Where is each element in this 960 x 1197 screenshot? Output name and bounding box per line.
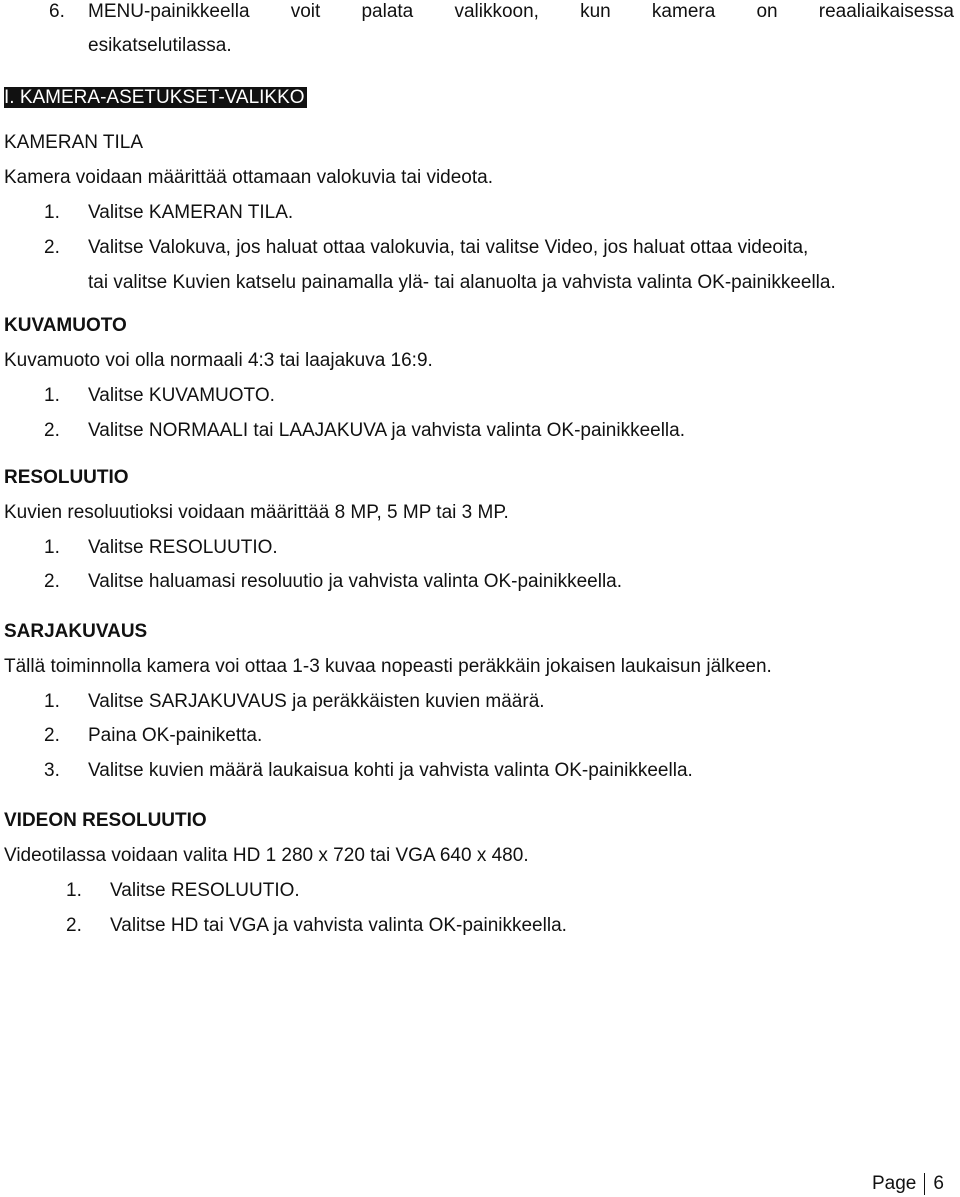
list-number: 2. xyxy=(44,571,60,592)
intro-word: kun xyxy=(580,1,611,22)
page-footer xyxy=(872,1172,944,1196)
intro-word: reaaliaikaisessa xyxy=(818,1,954,22)
list-number: 1. xyxy=(44,202,60,223)
list-item: Valitse RESOLUUTIO. xyxy=(110,880,300,901)
list-number: 1. xyxy=(44,691,60,712)
list-item: Valitse Valokuva, jos haluat ottaa valokuvia, tai valitse Video, jos haluat ottaa videoita, xyxy=(88,237,809,258)
list-number: 1. xyxy=(66,880,82,901)
intro-word: voit xyxy=(290,1,321,22)
page-label: Page xyxy=(872,1173,917,1194)
list-item: Valitse kuvien määrä laukaisua kohti ja vahvista valinta OK-painikkeella. xyxy=(88,760,693,781)
description-resoluutio: Kuvien resoluutioksi voidaan määrittää 8 MP, 5 MP tai 3 MP. xyxy=(4,502,509,523)
list-item: Valitse SARJAKUVAUS ja peräkkäisten kuvien määrä. xyxy=(88,691,545,712)
list-item: Valitse HD tai VGA ja vahvista valinta OK-painikkeella. xyxy=(110,915,567,936)
list-item: Valitse KAMERAN TILA. xyxy=(88,202,294,223)
list-number: 1. xyxy=(44,385,60,406)
description-kuvamuoto: Kuvamuoto voi olla normaali 4:3 tai laajakuva 16:9. xyxy=(4,350,433,371)
heading-kameran-tila: KAMERAN TILA xyxy=(4,132,144,153)
list-item: Paina OK-painiketta. xyxy=(88,725,263,746)
intro-word: valikkoon, xyxy=(454,1,539,22)
page-divider xyxy=(924,1173,925,1195)
description-videon-resoluutio: Videotilassa voidaan valita HD 1 280 x 720 tai VGA 640 x 480. xyxy=(4,845,529,866)
list-item: Valitse haluamasi resoluutio ja vahvista valinta OK-painikkeella. xyxy=(88,571,623,592)
heading-sarjakuvaus: SARJAKUVAUS xyxy=(4,621,148,642)
list-number: 2. xyxy=(44,237,60,258)
list-item: Valitse KUVAMUOTO. xyxy=(88,385,275,406)
section-title-text: I. KAMERA-ASETUKSET-VALIKKO xyxy=(4,87,305,108)
list-number: 3. xyxy=(44,760,60,781)
intro-word: kamera xyxy=(651,1,716,22)
list-number: 2. xyxy=(44,420,60,441)
list-item: Valitse NORMAALI tai LAAJAKUVA ja vahvista valinta OK-painikkeella. xyxy=(88,420,685,441)
list-item-continuation: tai valitse Kuvien katselu painamalla ylä- tai alanuolta ja vahvista valinta OK-painikkeella. xyxy=(88,272,836,293)
list-number: 6. xyxy=(49,1,65,22)
list-item: Valitse RESOLUUTIO. xyxy=(88,537,278,558)
description-sarjakuvaus: Tällä toiminnolla kamera voi ottaa 1-3 kuvaa nopeasti peräkkäin jokaisen laukaisun jälkeen. xyxy=(4,656,772,677)
list-number: 2. xyxy=(66,915,82,936)
intro-word: on xyxy=(756,1,778,22)
intro-word: palata xyxy=(361,1,414,22)
heading-kuvamuoto: KUVAMUOTO xyxy=(4,315,127,336)
list-number: 1. xyxy=(44,537,60,558)
section-title xyxy=(4,86,307,110)
page-number: 6 xyxy=(933,1173,944,1194)
intro-word: MENU-painikkeella xyxy=(88,1,250,22)
heading-videon-resoluutio: VIDEON RESOLUUTIO xyxy=(4,810,207,831)
intro-item-line1 xyxy=(88,0,954,24)
intro-item-line2: esikatselutilassa. xyxy=(88,35,232,56)
description-kameran-tila: Kamera voidaan määrittää ottamaan valokuvia tai videota. xyxy=(4,167,493,188)
list-number: 2. xyxy=(44,725,60,746)
heading-resoluutio: RESOLUUTIO xyxy=(4,467,129,488)
